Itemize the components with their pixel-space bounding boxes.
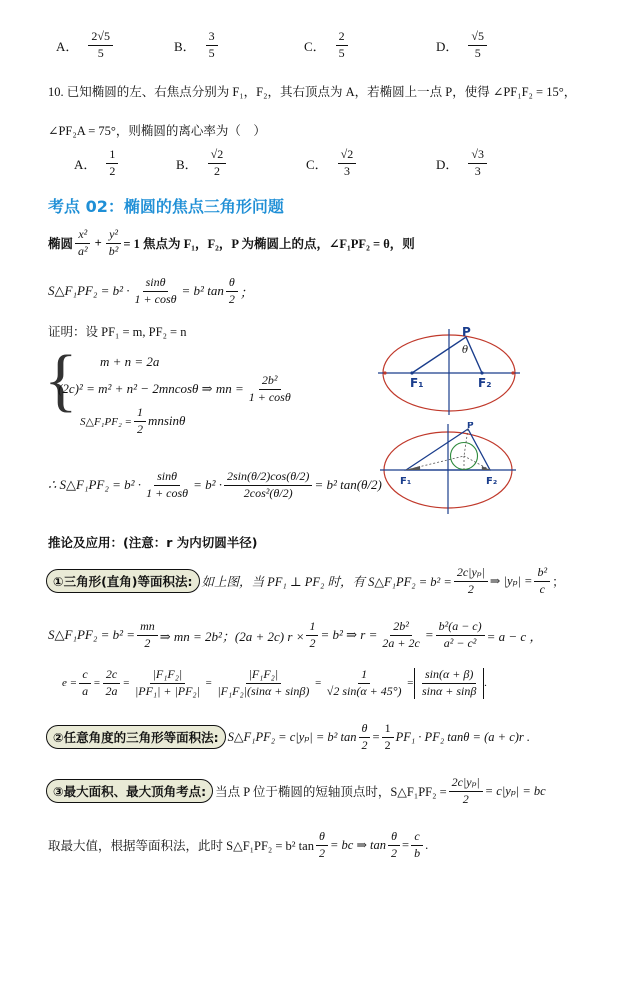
- system-line-2: (2c)² = m² + n² − 2mncosθ ⇒ mn = $\frac{\text{2b²}}{1 + \cos\theta}$: [58, 373, 291, 404]
- q9-option-d[interactable]: D． $\frac{√5}{5}$: [436, 30, 489, 61]
- q10-line2: ∠PF₂A = 75°，则椭圆的离心率为（ ）: [48, 124, 266, 138]
- therefore-line: ∴ S△F₁PF₂ = b² · $\frac{\sin\theta}{1 + \cos\theta}$ = b² · $\frac{2\sin(\theta/2)\cos(\theta/2)}{\text{2cos²(θ/2)}}$ = b² tan(θ/2): [48, 469, 382, 500]
- item3-line2: 取最大值，根据等面积法，此时 S△F₁PF₂ = b² tan $\frac{\theta}{2}$ = bc ⇒ tan $\frac{\theta}{2}$ = $\frac{c}{b}$ .: [48, 829, 429, 860]
- item3-pill: ③最大面积、最大顶角考点:: [46, 779, 213, 803]
- corollary-heading: 推论及应用：(注意：r 为内切圆半径): [48, 535, 258, 550]
- label-f2: F₂: [478, 376, 492, 390]
- item2-line: ②任意角度的三角形等面积法: S△F₁PF₂ = c|yₚ| = b² tan $\frac{\theta}{2}$ = $\frac{1}{2}$ PF₁ · PF₂ tanθ = (a + c)r .: [46, 722, 530, 753]
- item2-pill: ②任意角度的三角形等面积法:: [46, 725, 226, 749]
- area-formula: S△F₁PF₂ = b² · $\frac{\sin\theta}{1 + \cos\theta}$ = b² tan $\frac{\theta}{2}$ ；: [48, 275, 253, 306]
- q9-options: [56, 30, 576, 61]
- label-theta: θ: [462, 345, 469, 356]
- item3-line1: ③最大面积、最大顶角考点: 当点 P 位于椭圆的短轴顶点时，S△F₁PF₂ = $\frac{\text{2c|yₚ|}}{2}$ = c|yₚ| = bc: [46, 776, 546, 807]
- label-p-2: P: [467, 422, 474, 431]
- label-p: P: [462, 325, 471, 339]
- q10-line1: 10. 已知椭圆的左、右焦点分别为 F₁，F₂，其右顶点为 A，若椭圆上一点 P，使得 ∠PF₁F₂ = 15°，: [48, 85, 577, 99]
- proof-label: 证明：设 PF₁ = m, PF₂ = n: [48, 325, 187, 339]
- system-brace: {: [44, 342, 78, 419]
- item1-pill: ①三角形(直角)等面积法:: [46, 569, 200, 593]
- label-f1: F₁: [410, 376, 424, 390]
- label-f1-2: F₁: [400, 476, 412, 487]
- focal-triangle: [412, 337, 482, 373]
- q9-option-b[interactable]: B． $\frac{3}{5}$: [174, 30, 304, 61]
- q10-option-d[interactable]: D． $\frac{√3}{3}$: [436, 148, 489, 179]
- figure-incircle: [380, 422, 516, 516]
- section-heading: 考点 02：椭圆的焦点三角形问题: [48, 197, 284, 216]
- q9-option-c[interactable]: C． $\frac{2}{5}$: [304, 30, 436, 61]
- figure-ellipse-triangle: [378, 325, 520, 417]
- q10-option-a[interactable]: A． $\frac{1}{2}$: [74, 148, 176, 179]
- q9-option-a[interactable]: A． $\frac{2√5}{5}$: [56, 30, 174, 61]
- item1-line1: ①三角形(直角)等面积法: 如上图，当 PF₁ ⊥ PF₂ 时，有 S△F₁PF₂ = b² = $\frac{\text{2c|yₚ|}}{2}$ ⇒ |yₚ| = $\frac{\text{b²}}{c}$ ；: [46, 566, 565, 597]
- system-line-3: S△F₁PF₂ = $\frac{1}{2}$ mnsinθ: [80, 405, 186, 436]
- q10-option-c[interactable]: C． $\frac{√2}{3}$: [306, 148, 436, 179]
- item1-line3: e = $\frac{c}{a}$ = $\frac{2c}{2a}$ = $\frac{\text{|F₁F₂|}}{\text{|PF₁| + |PF₂|}}$ = $\frac{\text{|F₁F₂|}}{\text{|F₁F₂|(sinα + sinβ)}}$ = $\frac{1}{√2 \sin(\alpha + 45^\circ)}$ = $\frac{\sin(\alpha + \beta)}{\sin\alpha + \sin\beta}$ .: [62, 667, 488, 698]
- item1-line2: S△F₁PF₂ = b² = $\frac{mn}{2}$ ⇒ mn = 2b²；(2a + 2c) r × $\frac{1}{2}$ = b² ⇒ r = $\frac{\text{2b²}}{2a + 2c}$ = $\frac{\text{b²(a − c)}}{\text{a² − c²}}$ = a − c ，: [48, 619, 543, 650]
- q10-option-b[interactable]: B． $\frac{√2}{2}$: [176, 148, 306, 179]
- intro-line: 椭圆 $\frac{\text{x²}}{\text{a²}}$ + $\frac{\text{y²}}{\text{b²}}$ = 1 焦点为 F₁，F₂，P 为椭圆上的点，∠F₁PF₂ = θ，则: [48, 227, 415, 258]
- label-f2-2: F₂: [486, 476, 498, 487]
- q10-options: [74, 148, 594, 179]
- system-line-1: m + n = 2a: [100, 354, 160, 369]
